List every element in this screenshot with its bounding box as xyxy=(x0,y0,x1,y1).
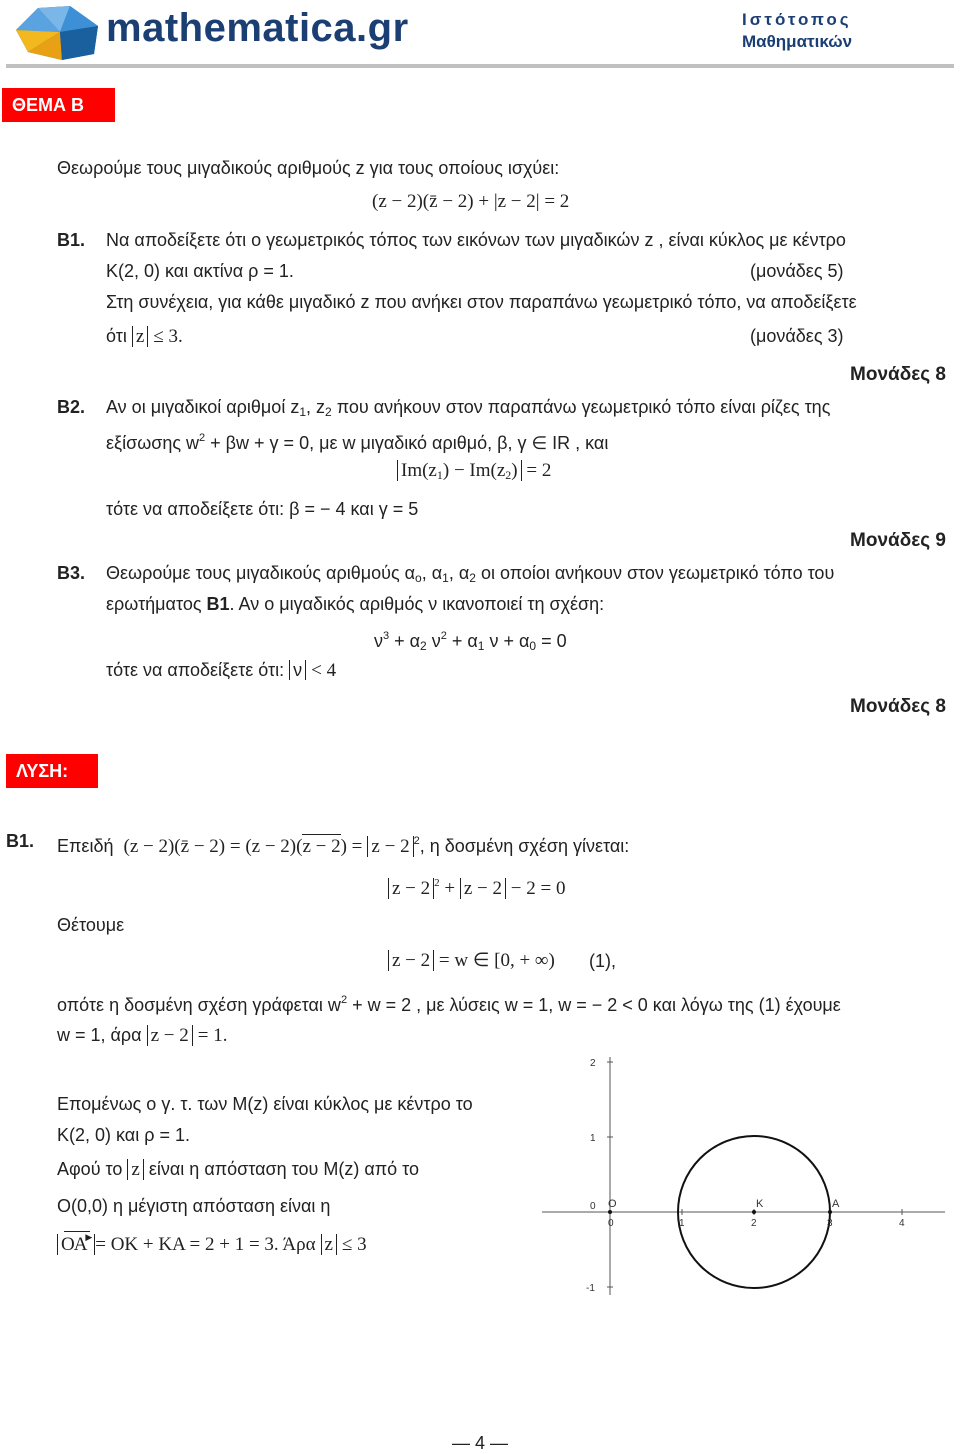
point-O xyxy=(608,1210,612,1214)
b3-line2: ερωτήματος Β1. Αν ο μιγαδικός αριθμός ν ικανοποιεί τη σχέση: xyxy=(106,594,605,614)
b2-line2: εξίσωσης $w^2 + \beta w + \gamma = 0$, με w μιγαδικό αριθμό, β, γ ∈ IR , και xyxy=(106,432,609,453)
ytick-2: 2 xyxy=(590,1058,596,1069)
xtick-4: 4 xyxy=(899,1218,905,1229)
b2-total: Μονάδες 9 xyxy=(850,530,946,551)
site-tagline-2: Μαθηματικών xyxy=(742,32,853,51)
sol-p7: Ο(0,0) η μέγιστη απόσταση είναι η xyxy=(57,1196,331,1216)
site-tagline-1: Ιστότοπος xyxy=(742,10,852,29)
b1-label: Β1. xyxy=(57,230,86,250)
point-A xyxy=(828,1210,832,1214)
sol-p6: Αφού το z είναι η απόσταση του Μ(z) από το xyxy=(57,1159,420,1180)
sol-p8: ▶ ΟΑ = ΟΚ + ΚΑ = 2 + 1 = 3. Άρα z ≤ 3 xyxy=(57,1233,367,1256)
b2-line1: Αν οι μιγαδικοί αριθμοί $z_1$, $z_2$ που ανήκουν στον παραπάνω γεωμετρικό τόπο είναι ρίζες της xyxy=(106,397,831,419)
ytick-1: 1 xyxy=(590,1133,596,1144)
xtick-1: 1 xyxy=(679,1218,685,1229)
b2-label: Β2. xyxy=(57,397,86,417)
page-number: — 4 — xyxy=(452,1433,509,1453)
b2-equation: $Im(z_1) - Im(z_2) = 2$ xyxy=(397,460,551,483)
b1-line4: ότι z ≤ 3. xyxy=(106,326,183,347)
b3-label: Β3. xyxy=(57,563,86,583)
sol-eq2-number: (1), xyxy=(589,951,616,971)
sol-p4: Επομένως ο γ. τ. των Μ(z) είναι κύκλος με κέντρο το xyxy=(57,1094,473,1114)
b1-line1: Να αποδείξετε ότι ο γεωμετρικός τόπος των εικόνων των μιγαδικών z , είναι κύκλος με κέντρο xyxy=(106,230,846,250)
sol-p2: οπότε η δοσμένη σχέση γράφεται $w^2 + w = 2$ , με λύσεις w = 1, w = − 2 < 0 και λόγω της (1) έχουμε xyxy=(57,994,841,1015)
sol-label: Β1. xyxy=(6,831,35,851)
ytick-0: 0 xyxy=(590,1201,596,1212)
ytick-m1: -1 xyxy=(586,1283,595,1294)
main-equation: (z − 2)(z̄ − 2) + |z − 2| = 2 xyxy=(372,191,570,212)
point-K xyxy=(752,1210,756,1214)
intro-text: Θεωρούμε τους μιγαδικούς αριθμούς z για τους οποίους ισχύει: xyxy=(57,158,560,178)
b1-line3: Στη συνέχεια, για κάθε μιγαδικό z που ανήκει στον παραπάνω γεωμετρικό τόπο, να αποδείξετε xyxy=(106,292,857,312)
sol-eq2: z − 2 = w ∈ [0, + ∞) xyxy=(388,949,555,972)
site-name: mathematica.gr xyxy=(106,6,409,50)
xtick-3: 3 xyxy=(827,1218,833,1229)
sol-p5: Κ(2, 0) και ρ = 1. xyxy=(57,1125,190,1145)
logo-icon xyxy=(8,4,104,62)
sol-p3: w = 1, άρα z − 2 = 1. xyxy=(57,1025,228,1046)
site-header xyxy=(0,0,960,72)
label-K: K xyxy=(756,1198,764,1210)
b2-line3: τότε να αποδείξετε ότι: β = − 4 και γ = 5 xyxy=(106,499,419,519)
b3-total: Μονάδες 8 xyxy=(850,696,946,717)
b1-total: Μονάδες 8 xyxy=(850,364,946,385)
b3-line1: Θεωρούμε τους μιγαδικούς αριθμούς $\alpha_o$, $\alpha_1$, $\alpha_2$ οι οποίοι ανήκουν στον γεωμετρικό τόπο του xyxy=(106,563,835,585)
section-title: ΘΕΜΑ Β xyxy=(2,88,115,122)
label-A: A xyxy=(832,1198,840,1210)
sol-thetoume: Θέτουμε xyxy=(57,915,125,935)
solution-title: ΛΥΣΗ: xyxy=(6,754,98,788)
xtick-2: 2 xyxy=(751,1218,757,1229)
b1-points1: (μονάδες 5) xyxy=(750,261,844,281)
sol-p1: Επειδή (z − 2)(z̄ − 2) = (z − 2)(z − 2) = z − 2 $^2$, η δοσμένη σχέση γίνεται: xyxy=(57,835,630,857)
b3-line3: τότε να αποδείξετε ότι: ν < 4 xyxy=(106,660,337,681)
xtick-0: 0 xyxy=(608,1218,614,1229)
circle-graph xyxy=(540,1055,950,1300)
b1-points2: (μονάδες 3) xyxy=(750,326,844,346)
header-divider xyxy=(6,64,954,68)
sol-eq1: z − 2 $^2$ + z − 2 − 2 = 0 xyxy=(388,877,565,900)
b1-line2: Κ(2, 0) και ακτίνα ρ = 1. xyxy=(106,261,294,281)
b3-equation: $\nu^3 + \alpha_2$ $\nu^2 + \alpha_1$ $\nu + \alpha_0 = 0$ xyxy=(374,630,567,653)
label-O: O xyxy=(608,1198,617,1210)
